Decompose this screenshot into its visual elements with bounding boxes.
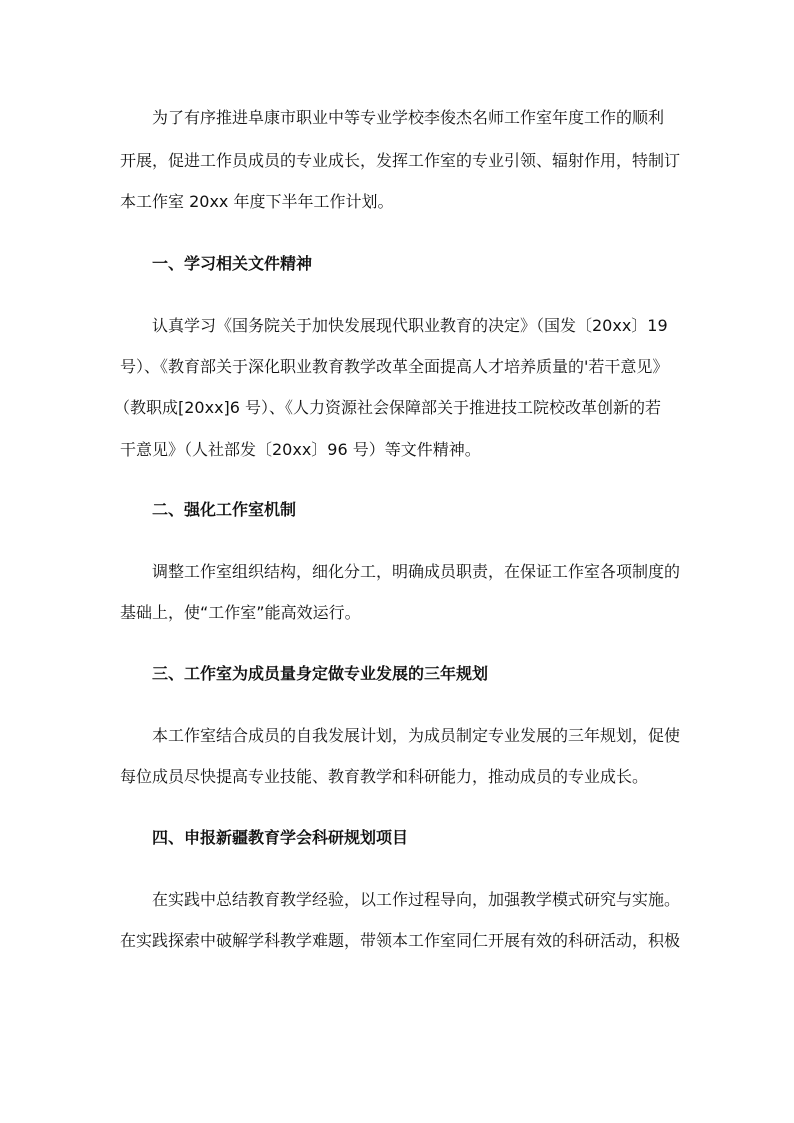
section-4-line-1: 在实践中总结教育教学经验，以工作过程导向，加强教学模式研究与实施。	[152, 890, 681, 909]
section-4-line-2: 在实践探索中破解学科教学难题，带领本工作室同仁开展有效的科研活动，积极	[120, 931, 681, 950]
section-3-heading: 三、工作室为成员量身定做专业发展的三年规划	[152, 664, 489, 683]
section-3-line-2: 每位成员尽快提高专业技能、教育教学和科研能力，推动成员的专业成长。	[120, 767, 649, 786]
section-1-line-4: 干意见》（人社部发〔20xx〕96 号）等文件精神。	[120, 440, 481, 459]
intro-line-2: 开展，促进工作员成员的专业成长，发挥工作室的专业引领、辐射作用，特制订	[120, 151, 681, 170]
intro-line-3: 本工作室 20xx 年度下半年工作计划。	[120, 192, 394, 211]
section-1-line-2: 号）、《教育部关于深化职业教育教学改革全面提高人才培养质量的'若干意见》	[120, 357, 669, 376]
section-2-line-2: 基础上，使“工作室”能高效运行。	[120, 603, 361, 622]
section-2-heading: 二、强化工作室机制	[152, 500, 297, 519]
section-4-heading: 四、申报新疆教育学会科研规划项目	[152, 828, 409, 847]
section-3-line-1: 本工作室结合成员的自我发展计划，为成员制定专业发展的三年规划，促使	[152, 726, 681, 745]
section-1-line-3: （教职成[20xx]6 号）、《人力资源社会保障部关于推进技工院校改革创新的若	[114, 398, 662, 417]
section-1-heading: 一、学习相关文件精神	[152, 254, 313, 273]
intro-line-1: 为了有序推进阜康市职业中等专业学校李俊杰名师工作室年度工作的顺利	[152, 108, 665, 127]
section-1-line-1: 认真学习《国务院关于加快发展现代职业教育的决定》（国发〔20xx〕19	[152, 316, 668, 335]
section-2-line-1: 调整工作室组织结构，细化分工，明确成员职责，在保证工作室各项制度的	[152, 562, 681, 581]
